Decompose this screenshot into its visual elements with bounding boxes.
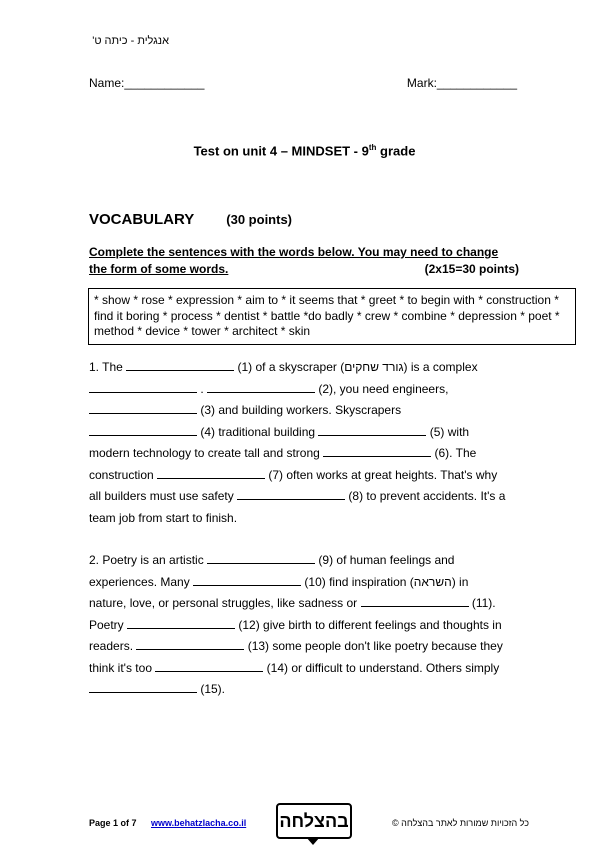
blank-10[interactable] bbox=[193, 573, 301, 586]
word-bank-line-2: find it boring * process * dentist * battle *do badly * crew * combine * depression * poet * bbox=[94, 308, 560, 323]
paragraph-line bbox=[89, 615, 529, 637]
text: (15). bbox=[197, 682, 226, 696]
blank-2[interactable] bbox=[207, 380, 315, 393]
blank-7[interactable] bbox=[157, 466, 265, 479]
blank-2a[interactable] bbox=[89, 380, 197, 393]
text: (11). bbox=[468, 596, 496, 610]
word-bank-line-3: method * device * tower * architect * skin bbox=[94, 324, 311, 338]
text: nature, love, or personal struggles, like sadness or bbox=[89, 596, 358, 610]
instructions-line-1: Complete the sentences with the words below. You may need to change bbox=[89, 245, 499, 259]
text: (9) of human feelings and bbox=[315, 553, 455, 567]
text: 2. Poetry is an artistic bbox=[89, 553, 204, 567]
text: 1. The bbox=[89, 360, 123, 374]
section-heading bbox=[89, 211, 292, 228]
blank-1[interactable] bbox=[126, 358, 234, 371]
paragraph-line bbox=[89, 422, 529, 444]
website-link[interactable]: www.behatzlacha.co.il bbox=[151, 818, 247, 828]
course-label: אנגלית - כיתה ט' bbox=[92, 35, 169, 47]
instructions-line-2: the form of some words. bbox=[89, 262, 229, 276]
paragraph-line bbox=[89, 572, 529, 594]
text: readers. bbox=[89, 639, 134, 653]
paragraph-line bbox=[89, 465, 529, 487]
text: construction bbox=[89, 467, 154, 482]
paragraph-2 bbox=[89, 550, 529, 701]
paragraph-line bbox=[89, 486, 529, 508]
mark-field-label: Mark:____________ bbox=[406, 76, 517, 90]
text: experiences. Many bbox=[89, 574, 190, 589]
paragraph-line bbox=[89, 443, 529, 465]
text: (8) to prevent accidents. It's a bbox=[345, 489, 506, 503]
text: (10) find inspiration (השראה) in bbox=[301, 574, 469, 589]
paragraph-line bbox=[89, 550, 529, 572]
title-sup: th bbox=[368, 143, 377, 152]
text: (4) traditional building bbox=[197, 424, 316, 439]
paragraph-line bbox=[89, 658, 529, 680]
text: (2), you need engineers, bbox=[315, 381, 449, 396]
instructions-points: (2x15=30 points) bbox=[424, 262, 519, 276]
blank-11[interactable] bbox=[361, 594, 469, 607]
text: (3) and building workers. Skyscrapers bbox=[197, 403, 402, 417]
page-title bbox=[0, 143, 609, 158]
text: . bbox=[197, 381, 204, 396]
blank-5[interactable] bbox=[318, 423, 426, 436]
blank-12[interactable] bbox=[127, 616, 235, 629]
text: Poetry bbox=[89, 617, 124, 632]
blank-8[interactable] bbox=[237, 487, 345, 500]
section-title: VOCABULARY bbox=[89, 211, 195, 228]
title-main: Test on unit 4 – MINDSET - 9 bbox=[193, 143, 369, 159]
name-field-label: Name:____________ bbox=[89, 76, 205, 90]
text: think it's too bbox=[89, 660, 152, 675]
instructions bbox=[89, 244, 519, 278]
title-end: grade bbox=[376, 143, 416, 159]
paragraph-line bbox=[89, 679, 529, 701]
word-bank bbox=[88, 288, 576, 345]
blank-3[interactable] bbox=[89, 401, 197, 414]
behatzlacha-logo: בהצלחה bbox=[276, 803, 352, 839]
paragraph-line bbox=[89, 593, 529, 615]
blank-4[interactable] bbox=[89, 423, 197, 436]
blank-14[interactable] bbox=[155, 659, 263, 672]
blank-9[interactable] bbox=[207, 551, 315, 564]
text: (5) with bbox=[426, 424, 470, 439]
text: (7) often works at great heights. That's why bbox=[265, 467, 498, 482]
paragraph-line bbox=[89, 508, 529, 530]
paragraph-line bbox=[89, 400, 529, 422]
word-bank-line-1: * show * rose * expression * aim to * it seems that * greet * to begin with * construction * bbox=[94, 293, 559, 307]
text: (6). The bbox=[431, 446, 477, 460]
text: team job from start to finish. bbox=[89, 510, 238, 525]
text: (12) give birth to different feelings and thoughts in bbox=[235, 617, 502, 632]
text: modern technology to create tall and strong bbox=[89, 446, 320, 460]
text: (13) some people don't like poetry because they bbox=[244, 639, 503, 653]
paragraph-line bbox=[89, 636, 529, 658]
logo-pointer-icon bbox=[306, 837, 320, 845]
paragraph-line bbox=[89, 357, 529, 379]
text: all builders must use safety bbox=[89, 489, 234, 503]
text: (14) or difficult to understand. Others simply bbox=[263, 660, 500, 675]
section-points: (30 points) bbox=[226, 212, 293, 227]
text: (1) of a skyscraper (גורד שחקים) is a complex bbox=[237, 360, 478, 374]
copyright-notice: כל הזכויות שמורות לאתר בהצלחה © bbox=[392, 818, 529, 828]
page-number: Page 1 of 7 bbox=[89, 818, 137, 828]
paragraph-1 bbox=[89, 357, 529, 529]
blank-15[interactable] bbox=[89, 680, 197, 693]
blank-13[interactable] bbox=[136, 637, 244, 650]
blank-6[interactable] bbox=[323, 444, 431, 457]
paragraph-line bbox=[89, 379, 529, 401]
